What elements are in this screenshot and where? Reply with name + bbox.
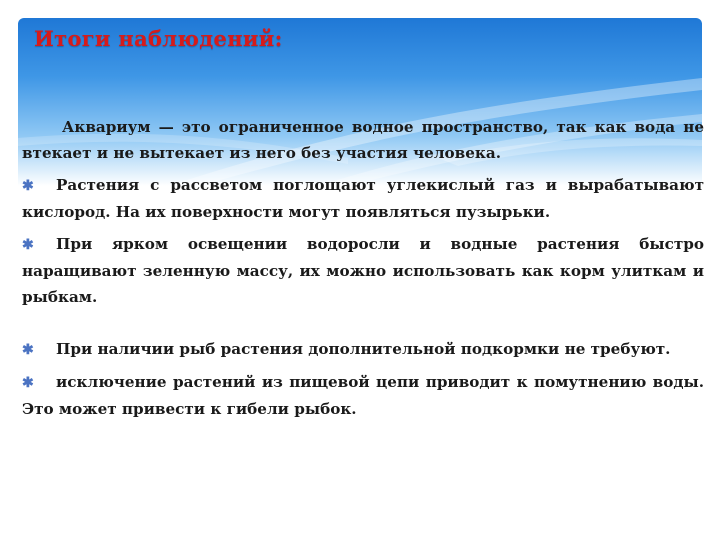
bullet-item bbox=[22, 172, 704, 225]
bullet-text: При ярком освещении водоросли и водные растения быстро наращивают зеленную массу, их можно использовать как корм улиткам и рыбкам. bbox=[22, 235, 704, 306]
bullet-text: Растения с рассветом поглощают углекислый газ и вырабатывают кислород. На их поверхности могут появляться пузырьки. bbox=[22, 176, 704, 221]
paragraph-intro bbox=[22, 114, 704, 166]
asterisk-icon: ✱ bbox=[22, 178, 34, 194]
bullet-item bbox=[22, 336, 704, 363]
asterisk-icon: ✱ bbox=[22, 342, 34, 358]
bullet-item bbox=[22, 231, 704, 310]
asterisk-icon: ✱ bbox=[22, 237, 34, 253]
bullet-item bbox=[22, 369, 704, 422]
slide-body bbox=[22, 114, 704, 422]
paragraph-text: Аквариум — это ограниченное водное пространство, так как вода не втекает и не вытекает из него без участия человека. bbox=[22, 118, 704, 162]
bullet-text: При наличии рыб растения дополнительной подкормки не требуют. bbox=[56, 340, 671, 358]
asterisk-icon: ✱ bbox=[22, 375, 34, 391]
slide-title: Итоги наблюдений: bbox=[34, 26, 283, 51]
bullet-text: исключение растений из пищевой цепи приводит к помутнению воды. Это может привести к гибели рыбок. bbox=[22, 373, 704, 418]
